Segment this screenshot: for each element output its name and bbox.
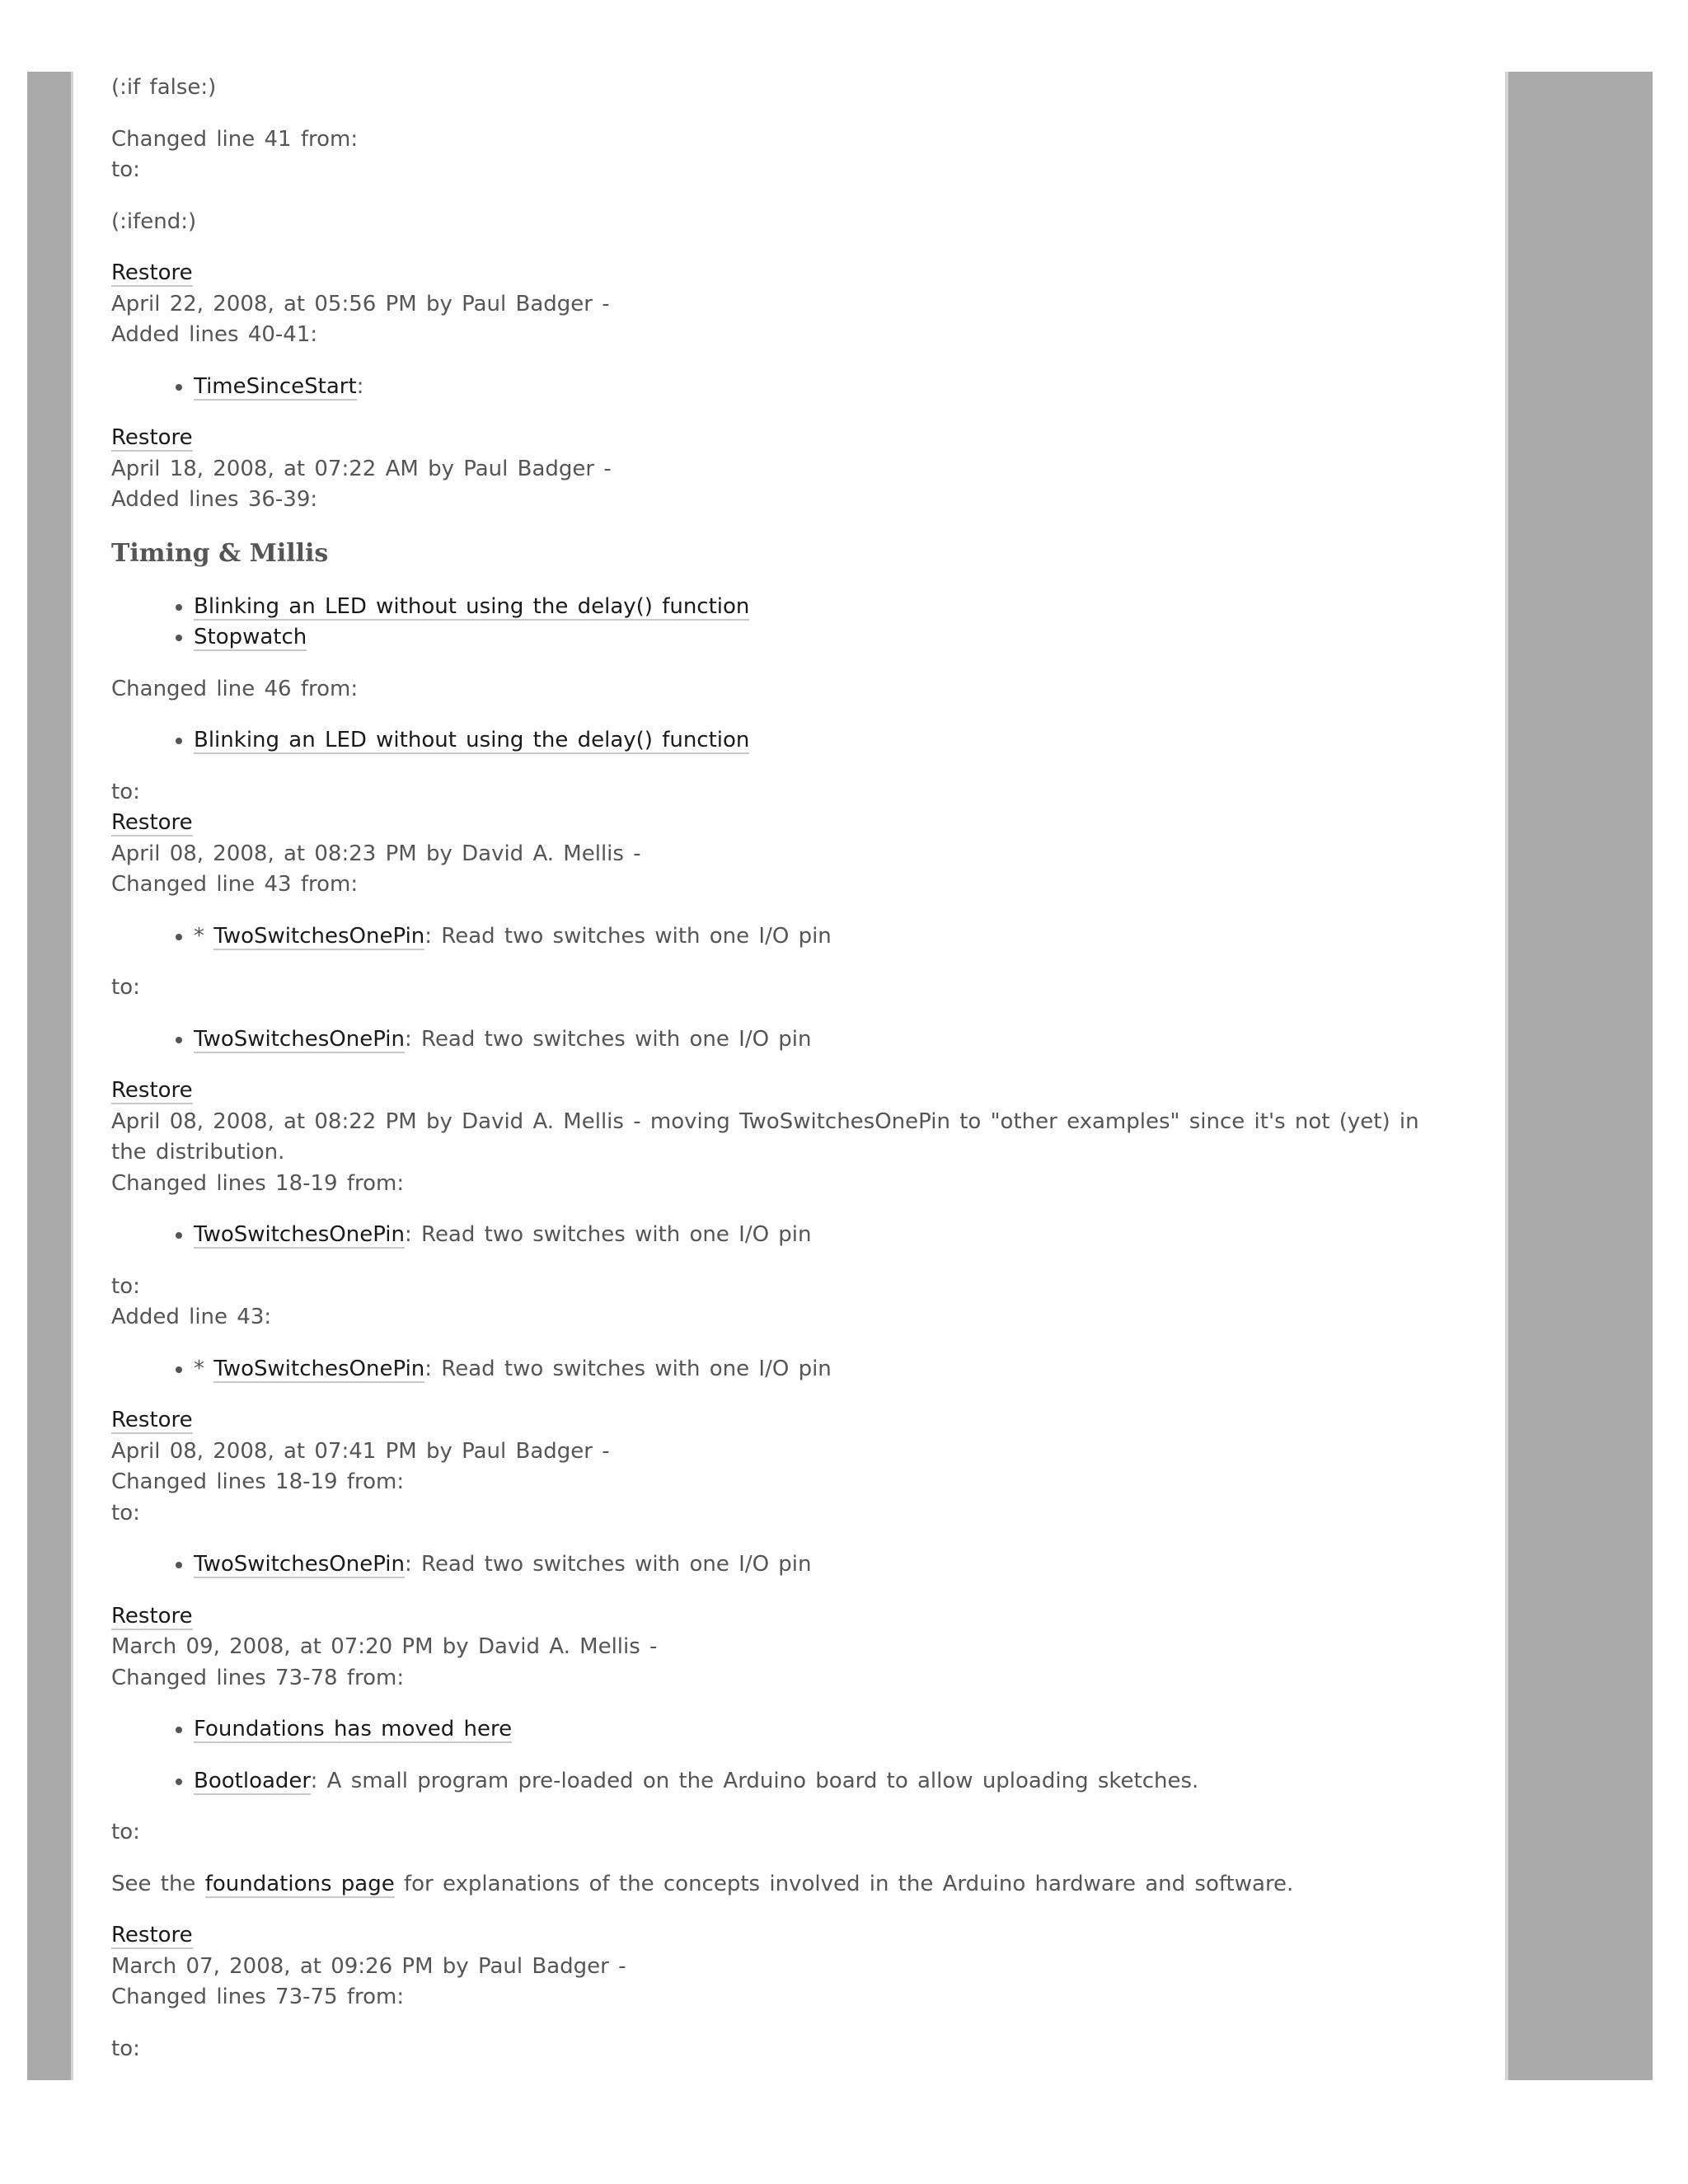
- diff-summary: Changed lines 18-19 from:: [111, 1170, 405, 1196]
- revision-meta: April 18, 2008, at 07:22 AM by Paul Badger -: [111, 456, 612, 481]
- revision-entry: [111, 808, 1430, 1055]
- diff-summary: Changed line 46 from:: [111, 676, 359, 701]
- to-label: to:: [111, 779, 140, 804]
- restore-link[interactable]: Restore: [111, 1078, 193, 1103]
- replacement-text: See the foundations page for explanations of the concepts involved in the Arduino hardware and software.: [111, 1871, 1294, 1896]
- diff-summary: Added line 43:: [111, 1305, 272, 1329]
- list-item: • * TwoSwitchesOnePin: Read two switches with one I/O pin: [194, 921, 1430, 953]
- directive-if-false: (:if false:): [111, 75, 217, 100]
- to-label: to:: [111, 1820, 140, 1844]
- revision-entry: [111, 258, 1430, 402]
- restore-link[interactable]: Restore: [111, 1923, 193, 1947]
- list-item: • TwoSwitchesOnePin: Read two switches with one I/O pin: [194, 1024, 1430, 1056]
- diff-summary: Changed line 41 from:: [111, 126, 359, 152]
- list-item: • TimeSinceStart:: [194, 372, 1430, 403]
- revision-entry: [111, 423, 1430, 808]
- revision-meta: March 07, 2008, at 09:26 PM by Paul Badger -: [111, 1953, 626, 1979]
- list-item: [194, 725, 1430, 757]
- page-history-content: [111, 73, 1430, 2064]
- revision-meta: April 08, 2008, at 08:22 PM by David A. Mellis - moving TwoSwitchesOnePin to "other examples" since it's not (yet) in the distribution.: [111, 1108, 1419, 1165]
- wiki-link[interactable]: TimeSinceStart: [194, 373, 357, 399]
- revision-entry: [111, 1076, 1430, 1385]
- revision-meta: April 22, 2008, at 05:56 PM by Paul Badger -: [111, 291, 610, 316]
- diff-summary: Changed lines 73-78 from:: [111, 1665, 405, 1690]
- list-item: [194, 622, 1430, 654]
- right-sidebar-bar: [1508, 72, 1653, 2080]
- restore-link[interactable]: Restore: [111, 1408, 193, 1432]
- to-label: to:: [111, 2036, 140, 2061]
- revision-entry: [111, 1405, 1430, 1581]
- revision-meta: April 08, 2008, at 08:23 PM by David A. Mellis -: [111, 841, 641, 866]
- wiki-link[interactable]: Foundations has moved here: [194, 1717, 513, 1741]
- diff-summary: Changed lines 73-75 from:: [111, 1985, 405, 2009]
- list-item: • TwoSwitchesOnePin: Read two switches with one I/O pin: [194, 1549, 1430, 1581]
- left-sidebar-edge: [71, 72, 73, 2080]
- section-heading: Timing & Millis: [111, 538, 329, 568]
- list-item: [194, 592, 1430, 623]
- wiki-link[interactable]: TwoSwitchesOnePin: [213, 923, 425, 949]
- directive-ifend: (:ifend:): [111, 209, 197, 234]
- restore-link[interactable]: Restore: [111, 425, 193, 450]
- revision-entry: [111, 1601, 1430, 1900]
- to-label: to:: [111, 975, 140, 1000]
- diff-summary: Added lines 36-39:: [111, 487, 318, 512]
- left-sidebar-bar: [27, 72, 71, 2080]
- wiki-link[interactable]: TwoSwitchesOnePin: [194, 1552, 406, 1577]
- diff-summary: Added lines 40-41:: [111, 322, 318, 347]
- revision-meta: March 09, 2008, at 07:20 PM by David A. Mellis -: [111, 1634, 658, 1659]
- wiki-link[interactable]: TwoSwitchesOnePin: [194, 1222, 406, 1247]
- wiki-link[interactable]: Blinking an LED without using the delay() function: [194, 728, 750, 752]
- diff-summary: Changed line 43 from:: [111, 872, 359, 897]
- wiki-link[interactable]: TwoSwitchesOnePin: [194, 1026, 406, 1052]
- restore-link[interactable]: Restore: [111, 1603, 193, 1629]
- to-label: to:: [111, 1500, 140, 1526]
- revision-entry: [111, 1920, 1430, 2064]
- diff-summary: Changed lines 18-19 from:: [111, 1469, 405, 1494]
- revision-meta: April 08, 2008, at 07:41 PM by Paul Badger -: [111, 1438, 610, 1464]
- list-item: • Bootloader: A small program pre-loaded on the Arduino board to allow uploading sketches.: [194, 1766, 1430, 1797]
- wiki-link[interactable]: Bootloader: [194, 1768, 311, 1793]
- wiki-link[interactable]: Blinking an LED without using the delay() function: [194, 593, 750, 619]
- wiki-link[interactable]: TwoSwitchesOnePin: [213, 1356, 425, 1381]
- restore-link[interactable]: Restore: [111, 810, 193, 835]
- restore-link[interactable]: Restore: [111, 260, 193, 285]
- list-item: [194, 1714, 1430, 1746]
- list-item: • TwoSwitchesOnePin: Read two switches with one I/O pin: [194, 1220, 1430, 1251]
- to-label: to:: [111, 157, 140, 182]
- foundations-page-link[interactable]: foundations page: [204, 1871, 395, 1896]
- wiki-link[interactable]: Stopwatch: [194, 625, 307, 649]
- to-label: to:: [111, 1273, 140, 1299]
- list-item: • * TwoSwitchesOnePin: Read two switches with one I/O pin: [194, 1354, 1430, 1385]
